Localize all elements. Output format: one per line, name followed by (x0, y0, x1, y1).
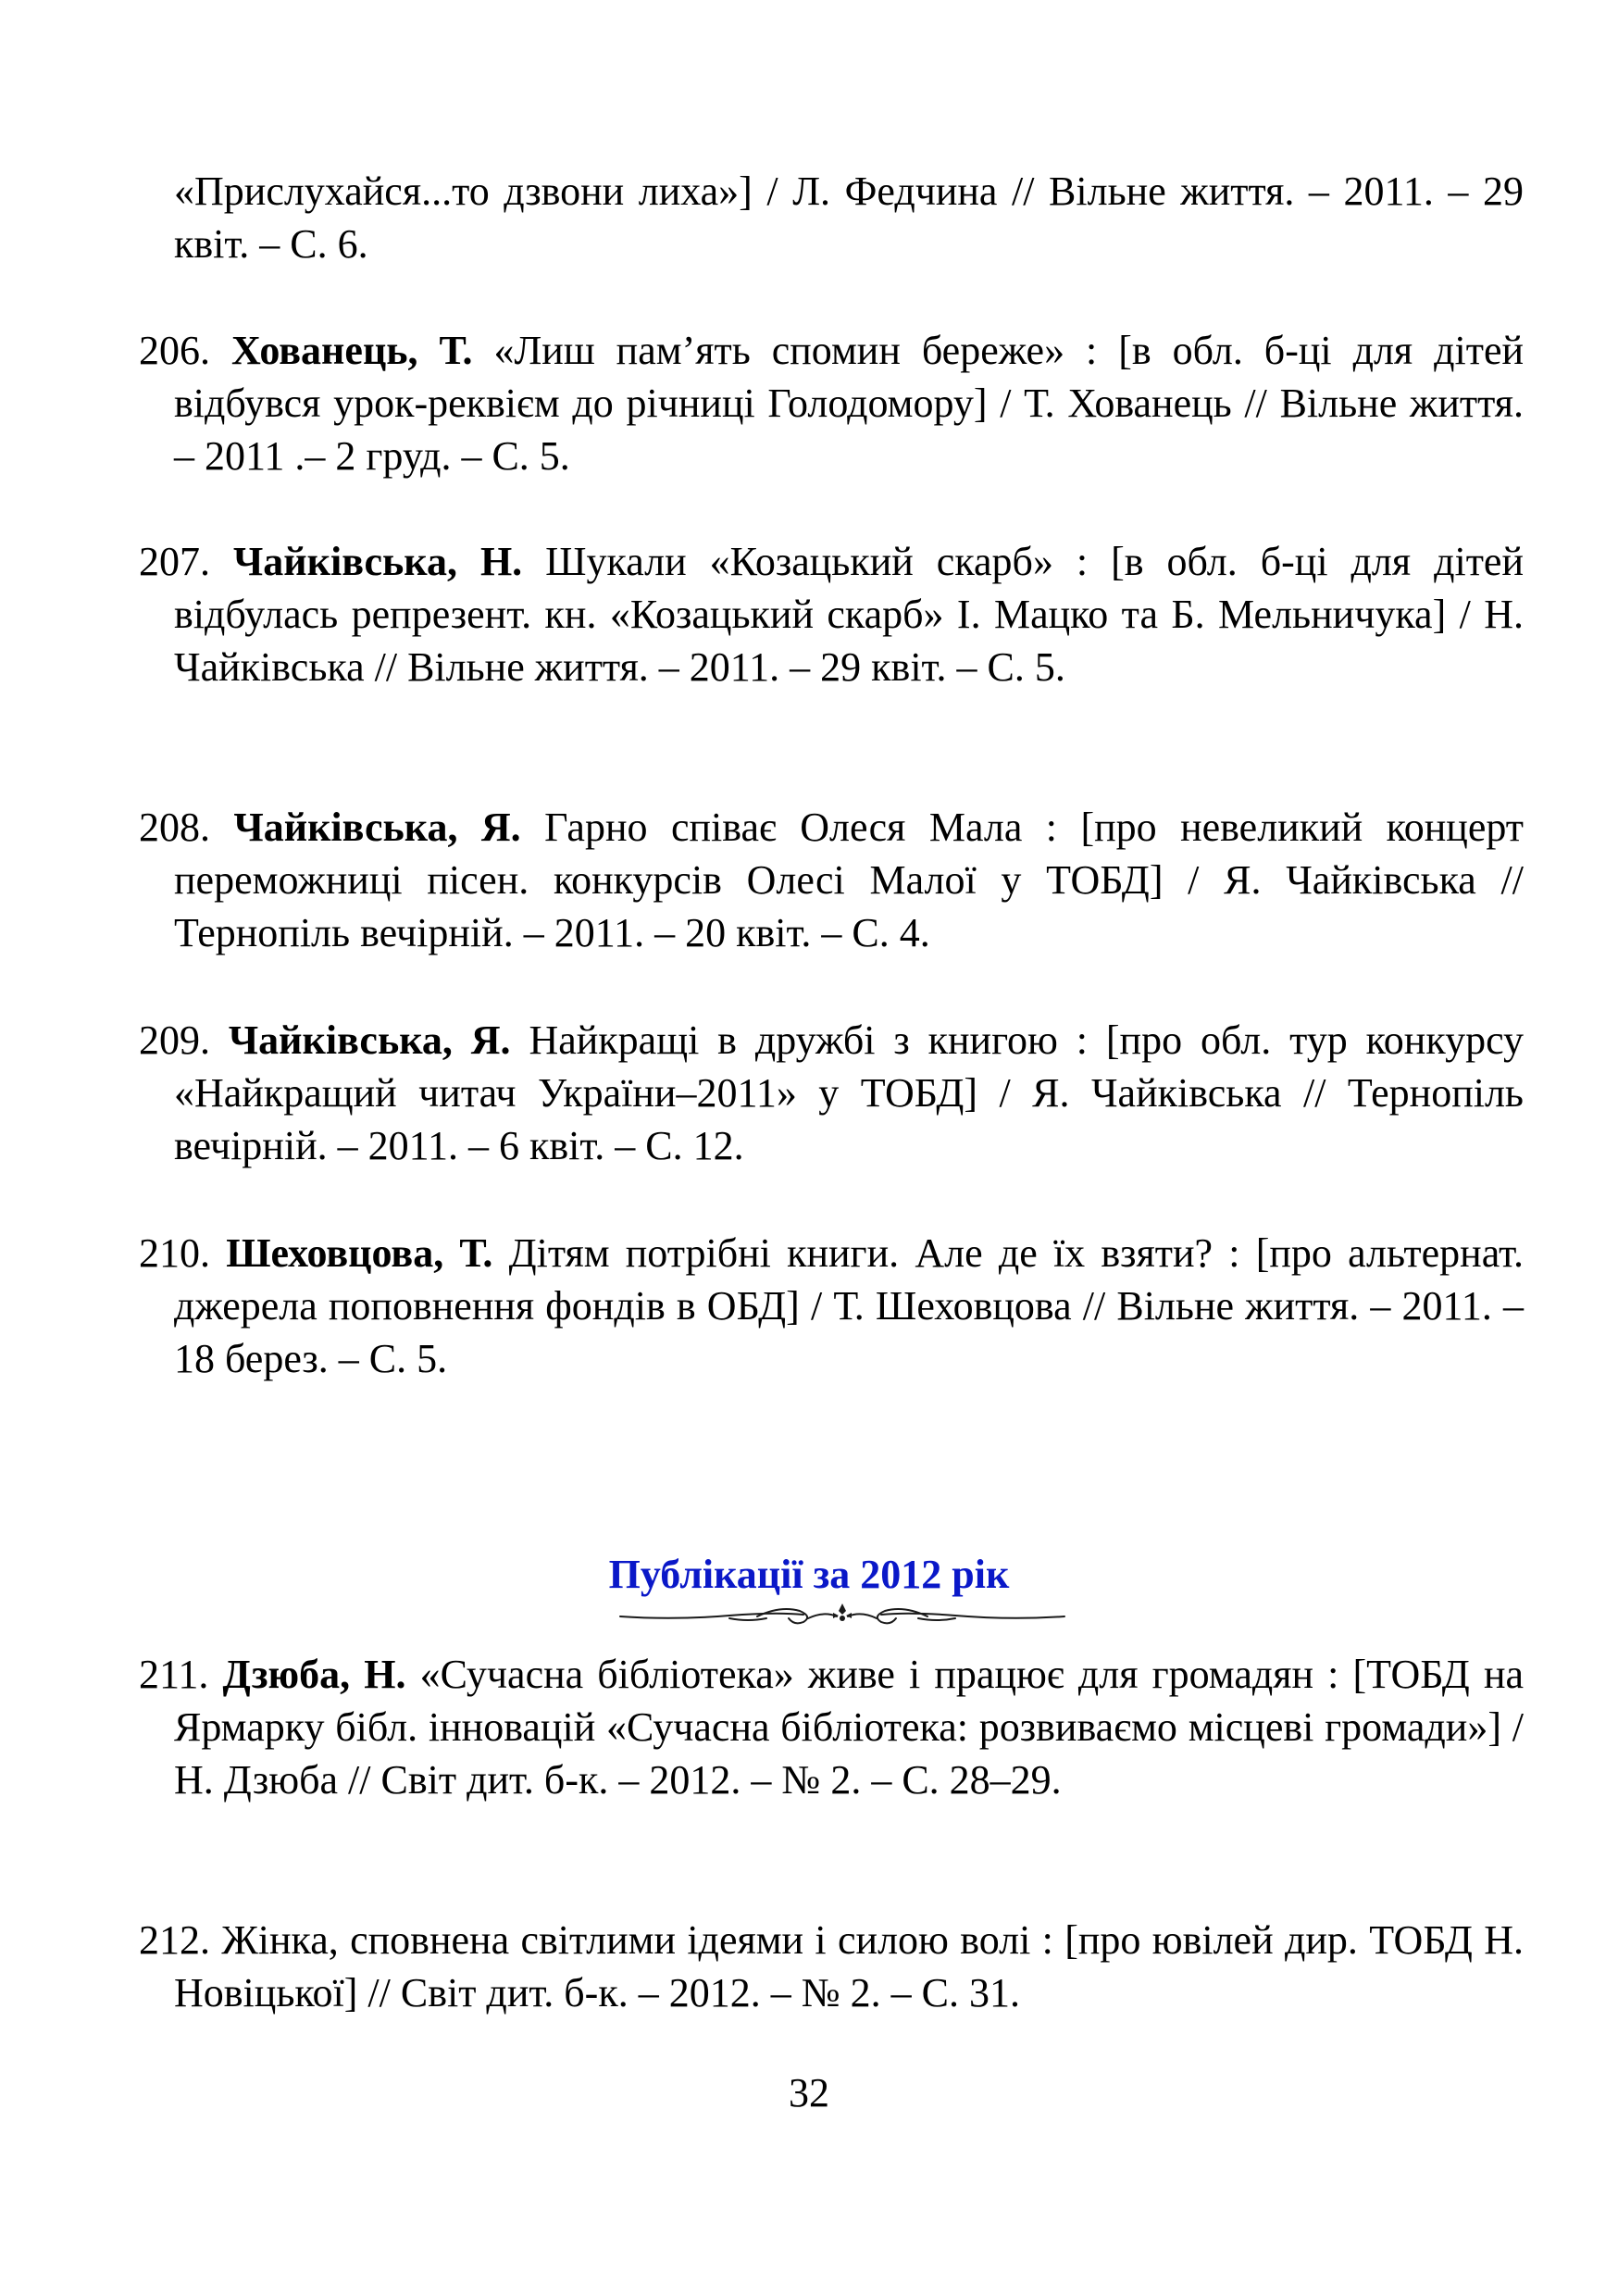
entry-text: «Прислухайся...то дзвони лиха»] / Л. Федчина // Вільне життя. – 2011. – 29 квіт. – С. 6. (174, 168, 1524, 267)
decorative-divider-flourish-icon (618, 1598, 1066, 1629)
bibliography-entry-211 (139, 1648, 1524, 1806)
entry-author: Дзюба, Н. (222, 1652, 406, 1697)
bibliography-entry-205-continuation (139, 165, 1524, 270)
entry-text: Гарно співає Олеся Мала : [про невеликий концерт переможниці пісен. конкурсів Олесі Малої у ТОБД] / Я. Чайківська // Тернопіль вечірній. – 2011. – 20 квіт. – С. 4. (174, 805, 1525, 955)
entry-number: 210. (139, 1230, 210, 1276)
page-number: 32 (789, 2070, 829, 2115)
entry-number: 207. (139, 539, 210, 584)
entry-number: 209. (139, 1017, 210, 1063)
entry-author: Чайківська, Н. (232, 539, 523, 584)
entry-text: «Сучасна бібліотека» живе і працює для громадян : [ТОБД на Ярмарку бібл. інновацій «Сучасна бібліотека: розвиваємо місцеві громади»] / Н. Дзюба // Світ дит. б-к. – 2012. – № 2. – С. 28–29. (174, 1652, 1525, 1803)
bibliography-entry-209 (139, 1014, 1524, 1172)
bibliography-entry-208 (139, 801, 1524, 959)
entry-number: 212. (139, 1917, 210, 1963)
bibliography-entry-206 (139, 324, 1524, 482)
entry-author: Чайківська, Я. (233, 805, 521, 850)
entry-number: 211. (139, 1652, 209, 1697)
section-heading: Публікації за 2012 рік (608, 1552, 1010, 1597)
entry-text: Дітям потрібні книги. Але де їх взяти? : [про альтернат. джерела поповнення фондів в ОБД] / Т. Шеховцова // Вільне життя. – 2011. – 18 берез. – С. 5. (174, 1230, 1525, 1381)
bibliography-entry-212 (139, 1914, 1524, 2019)
entry-text: Найкращі в дружбі з книгою : [про обл. тур конкурсу «Найкращий читач України–2011» у ТОБД] / Я. Чайківська // Тернопіль вечірній. – 2011. – 6 квіт. – С. 12. (174, 1017, 1525, 1168)
entry-text: Жінка, сповнена світлими ідеями і силою волі : [про ювілей дир. ТОБД Н. Новіцької] // Світ дит. б-к. – 2012. – № 2. – С. 31. (174, 1917, 1525, 2015)
bibliography-entry-210 (139, 1227, 1524, 1385)
entry-text: Шукали «Козацький скарб» : [в обл. б-ці для дітей відбулась репрезент. кн. «Козацький скарб» І. Мацко та Б. Мельничука] / Н. Чайківська // Вільне життя. – 2011. – 29 квіт. – С. 5. (174, 539, 1525, 690)
entry-number: 208. (139, 805, 210, 850)
entry-author: Хованець, Т. (230, 328, 473, 373)
entry-number: 206. (139, 328, 210, 373)
entry-text: «Лиш пам’ять спомин береже» : [в обл. б-ці для дітей відбувся урок-реквієм до річниці Голодомору] / Т. Хованець // Вільне життя. – 2011 .– 2 груд. – С. 5. (174, 328, 1525, 479)
entry-author: Чайківська, Я. (228, 1017, 511, 1063)
bibliography-entry-207 (139, 535, 1524, 693)
entry-author: Шеховцова, Т. (226, 1230, 493, 1276)
